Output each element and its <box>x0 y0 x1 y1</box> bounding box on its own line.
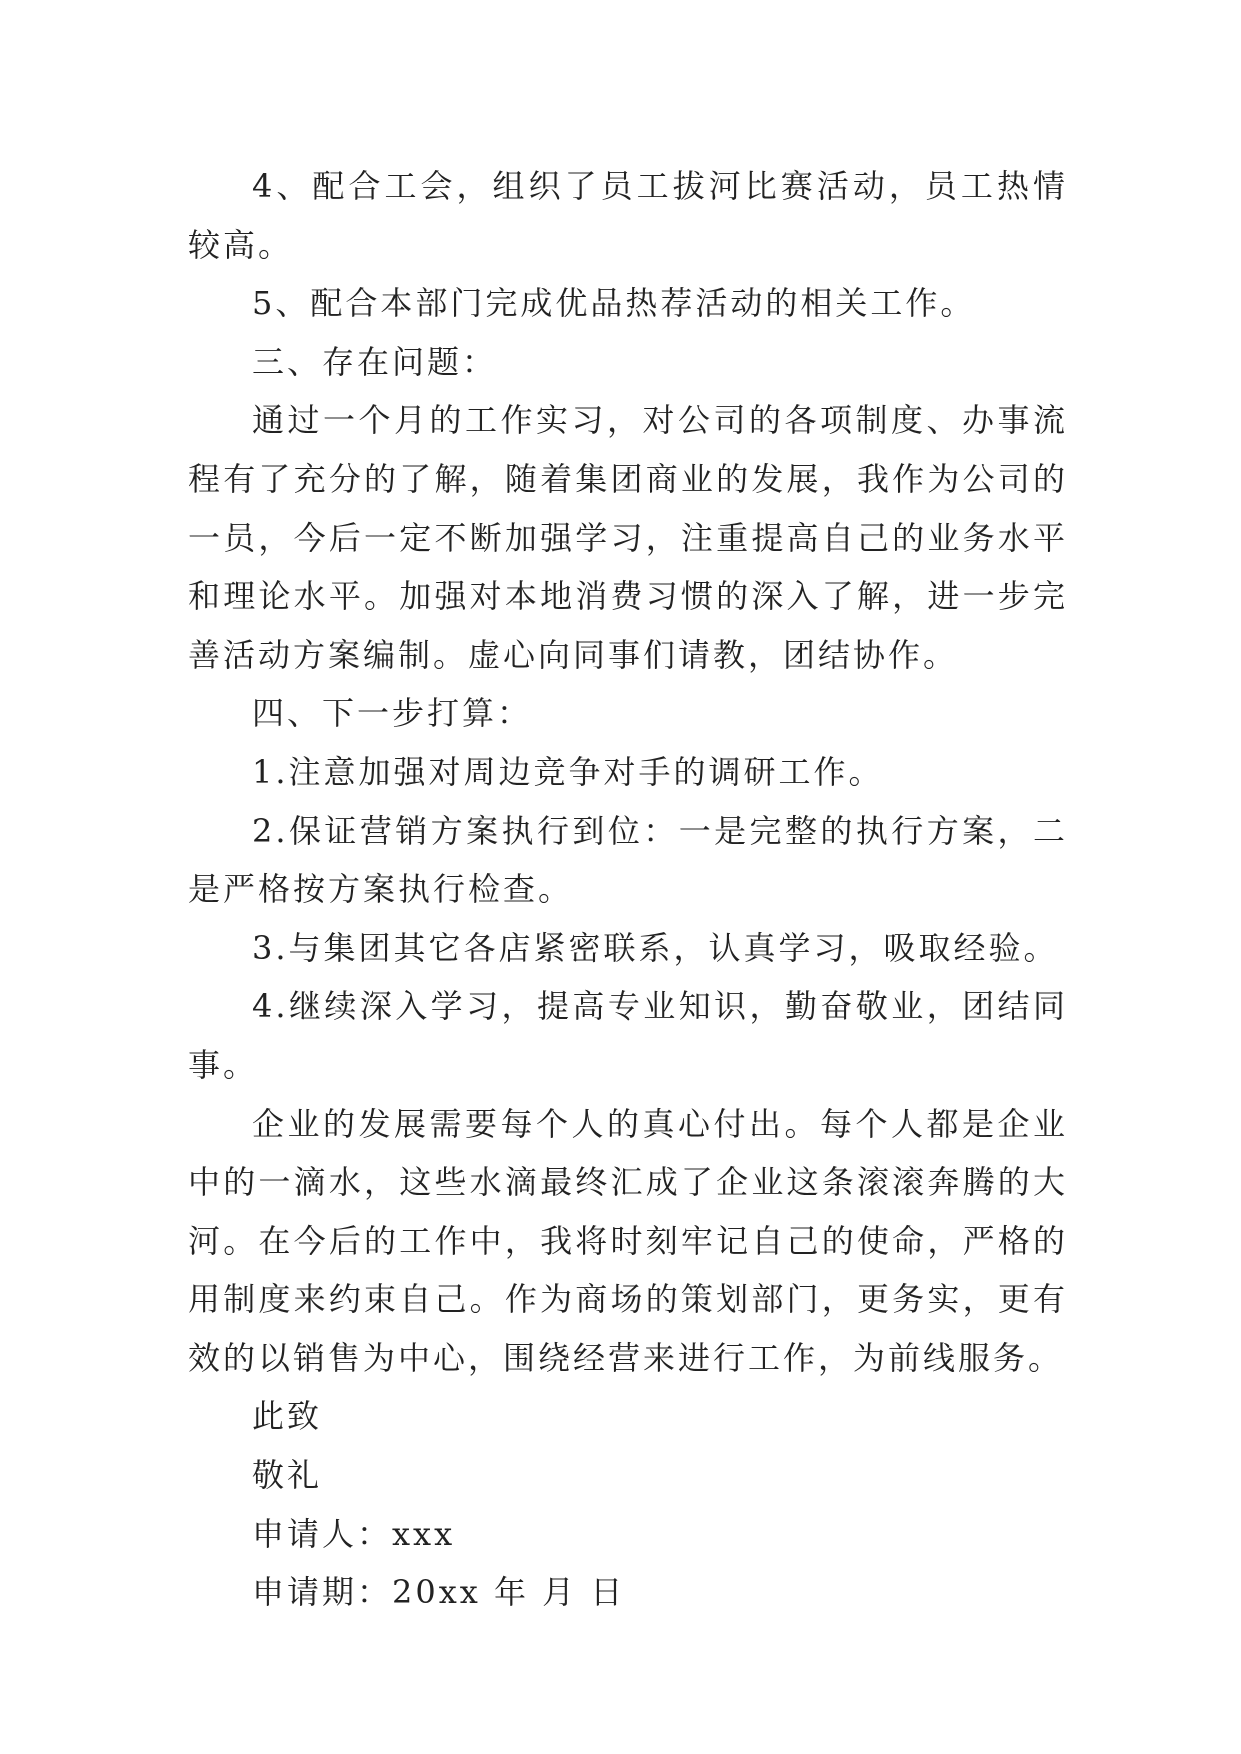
section-heading-problems: 三、存在问题： <box>252 342 498 381</box>
paragraph-item-5-promotion: 5、配合本部门完成优品热荐活动的相关工作。 <box>252 284 976 323</box>
plan-item-4: 4.继续深入学习，提高专业知识，勤奋敬业，团结同事。 <box>188 987 1068 1084</box>
document-body <box>188 157 1068 1622</box>
plan-item-2: 2.保证营销方案执行到位：一是完整的执行方案，二是严格按方案执行检查。 <box>188 811 1068 909</box>
applicant-line: 申请人：xxx <box>252 1514 456 1553</box>
plan-item-3: 3.与集团其它各店紧密联系，认真学习，吸取经验。 <box>252 928 1059 967</box>
section-heading-next-steps: 四、下一步打算： <box>252 694 533 733</box>
closing-salutation-2: 敬礼 <box>252 1456 323 1495</box>
paragraph-item-4-union: 4、配合工会，组织了员工拔河比赛活动，员工热情较高。 <box>188 167 1068 264</box>
closing-salutation-1: 此致 <box>252 1397 323 1436</box>
plan-item-1: 1.注意加强对周边竞争对手的调研工作。 <box>252 752 884 791</box>
application-date-line: 申请期：20xx 年 月 日 <box>252 1573 626 1612</box>
paragraph-problems-body: 通过一个月的工作实习，对公司的各项制度、办事流程有了充分的了解，随着集团商业的发展，我作为公司的一员，今后一定不断加强学习，注重提高自己的业务水平和理论水平。加强对本地消费习惯的深入了解，进一步完善活动方案编制。虚心向同事们请教，团结协作。 <box>188 401 1068 674</box>
paragraph-conclusion: 企业的发展需要每个人的真心付出。每个人都是企业中的一滴水，这些水滴最终汇成了企业这条滚滚奔腾的大河。在今后的工作中，我将时刻牢记自己的使命，严格的用制度来约束自己。作为商场的策划部门，更务实，更有效的以销售为中心，围绕经营来进行工作，为前线服务。 <box>188 1104 1068 1377</box>
